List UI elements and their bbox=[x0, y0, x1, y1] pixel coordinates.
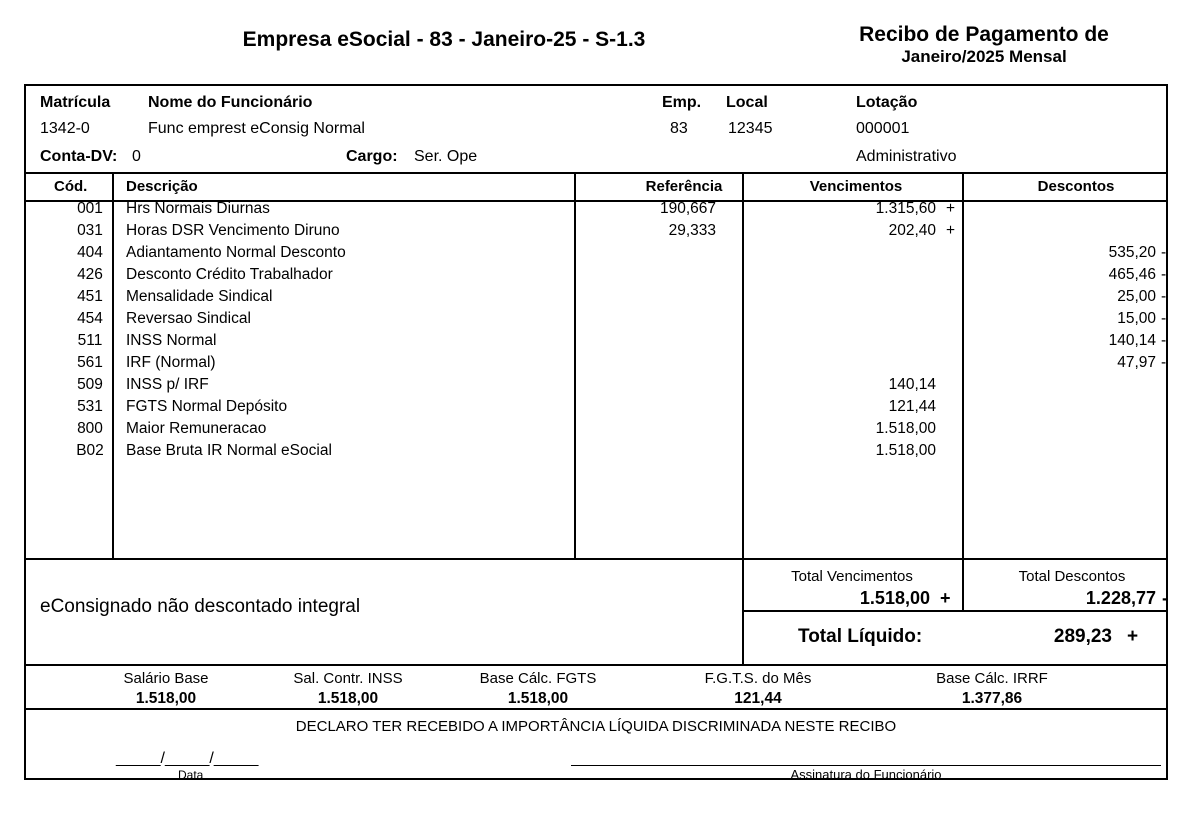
cell-referencia: 29,333 bbox=[668, 222, 716, 239]
value-total-descontos: 1.228,77 bbox=[1085, 588, 1156, 608]
cell-cod: 800 bbox=[77, 420, 103, 437]
table-row bbox=[26, 244, 1166, 266]
base-label: Base Cálc. FGTS bbox=[479, 670, 597, 687]
table-row bbox=[26, 332, 1166, 354]
value-nome-funcionario: Func emprest eConsig Normal bbox=[148, 120, 365, 137]
cell-cod: B02 bbox=[76, 442, 104, 459]
base-value: 1.377,86 bbox=[961, 690, 1023, 707]
base-label: F.G.T.S. do Mês bbox=[704, 670, 812, 687]
base-label: Salário Base bbox=[123, 670, 209, 687]
cell-descontos: 47,97 bbox=[1117, 354, 1156, 371]
cell-descricao: INSS p/ IRF bbox=[126, 376, 209, 393]
table-row bbox=[26, 398, 1166, 420]
table-row bbox=[26, 376, 1166, 398]
cell-descontos-sign: - bbox=[1161, 288, 1167, 305]
cell-cod: 426 bbox=[77, 266, 103, 283]
receipt-period: Janeiro/2025 Mensal bbox=[901, 47, 1067, 66]
company-title: Empresa eSocial - 83 - Janeiro-25 - S-1.3 bbox=[242, 28, 646, 51]
value-emp: 83 bbox=[670, 120, 688, 137]
cell-descontos-sign: - bbox=[1161, 354, 1167, 371]
base-value: 1.518,00 bbox=[317, 690, 379, 707]
base-fgts-do-mes bbox=[658, 670, 858, 708]
cell-descricao: Adiantamento Normal Desconto bbox=[126, 244, 346, 261]
cell-descontos-sign: - bbox=[1161, 332, 1167, 349]
sign-total-descontos: - bbox=[1162, 588, 1168, 608]
cell-descricao: Maior Remuneracao bbox=[126, 420, 267, 437]
value-lotacao: 000001 bbox=[856, 120, 910, 137]
value-total-vencimentos: 1.518,00 bbox=[859, 588, 930, 608]
cell-descricao: Desconto Crédito Trabalhador bbox=[126, 266, 333, 283]
cell-cod: 454 bbox=[77, 310, 103, 327]
table-row bbox=[26, 354, 1166, 376]
base-label: Sal. Contr. INSS bbox=[293, 670, 403, 687]
cell-descricao: Horas DSR Vencimento Diruno bbox=[126, 222, 340, 239]
value-lotacao-desc: Administrativo bbox=[856, 148, 957, 165]
cell-vencimentos-sign: + bbox=[946, 200, 956, 217]
label-total-descontos: Total Descontos bbox=[1018, 568, 1126, 585]
value-local: 12345 bbox=[728, 120, 773, 137]
employee-block bbox=[26, 86, 1166, 174]
base-calc-irrf bbox=[882, 670, 1102, 708]
cell-descontos: 535,20 bbox=[1108, 244, 1156, 261]
value-matricula: 1342-0 bbox=[40, 120, 90, 137]
label-nome-funcionario: Nome do Funcionário bbox=[148, 94, 313, 111]
signature-label: Assinatura do Funcionário bbox=[790, 767, 942, 782]
cell-referencia: 190,667 bbox=[659, 200, 716, 217]
declaration-text: DECLARO TER RECEBIDO A IMPORTÂNCIA LÍQUIDA DISCRIMINADA NESTE RECIBO bbox=[295, 718, 897, 735]
header-cod: Cód. bbox=[54, 178, 88, 195]
cell-cod: 509 bbox=[77, 376, 103, 393]
cell-descricao: FGTS Normal Depósito bbox=[126, 398, 288, 415]
label-matricula: Matrícula bbox=[40, 94, 111, 111]
items-rows bbox=[26, 200, 1166, 558]
total-liquido-row bbox=[742, 610, 1166, 662]
cell-descricao: INSS Normal bbox=[126, 332, 217, 349]
cell-descontos-sign: - bbox=[1161, 310, 1167, 327]
table-row bbox=[26, 310, 1166, 332]
cell-vencimentos-sign: + bbox=[946, 222, 956, 239]
table-row bbox=[26, 200, 1166, 222]
bases-band bbox=[26, 664, 1166, 708]
base-value: 121,44 bbox=[734, 690, 782, 707]
base-value: 1.518,00 bbox=[135, 690, 197, 707]
payslip-frame bbox=[24, 84, 1168, 780]
totals-divider-mid bbox=[962, 560, 964, 610]
table-row bbox=[26, 420, 1166, 442]
date-blank-line: _____/_____/_____ bbox=[116, 750, 259, 767]
cell-cod: 404 bbox=[77, 244, 103, 261]
receipt-title-line1: Recibo de Pagamento de bbox=[859, 23, 1109, 46]
cell-descontos-sign: - bbox=[1161, 244, 1167, 261]
cell-cod: 031 bbox=[77, 222, 103, 239]
value-cargo: Ser. Ope bbox=[414, 148, 478, 165]
cell-descontos: 25,00 bbox=[1117, 288, 1156, 305]
base-salario-base bbox=[66, 670, 266, 708]
cell-cod: 001 bbox=[77, 200, 103, 217]
cell-cod: 451 bbox=[77, 288, 103, 305]
cell-descricao: Mensalidade Sindical bbox=[126, 288, 273, 305]
declaration-band bbox=[26, 708, 1166, 780]
value-conta-dv: 0 bbox=[132, 148, 141, 165]
cell-descontos: 15,00 bbox=[1117, 310, 1156, 327]
header-referencia: Referência bbox=[645, 178, 723, 195]
items-table bbox=[26, 174, 1166, 558]
label-lotacao: Lotação bbox=[856, 94, 918, 111]
cell-vencimentos: 202,40 bbox=[888, 222, 936, 239]
base-sal-contr-inss bbox=[248, 670, 448, 708]
base-calc-fgts bbox=[438, 670, 638, 708]
base-value: 1.518,00 bbox=[507, 690, 569, 707]
base-label: Base Cálc. IRRF bbox=[936, 670, 1048, 687]
label-local: Local bbox=[726, 94, 768, 111]
cell-descontos: 140,14 bbox=[1108, 332, 1156, 349]
receipt-title bbox=[784, 24, 1184, 68]
cell-vencimentos: 121,44 bbox=[888, 398, 936, 415]
cell-descontos-sign: - bbox=[1161, 266, 1167, 283]
table-row bbox=[26, 222, 1166, 244]
sign-total-liquido: + bbox=[1127, 626, 1139, 647]
cell-descricao: IRF (Normal) bbox=[126, 354, 216, 371]
cell-descricao: Base Bruta IR Normal eSocial bbox=[126, 442, 332, 459]
totals-band bbox=[26, 558, 1166, 664]
cell-vencimentos: 1.518,00 bbox=[875, 420, 936, 437]
document-header bbox=[24, 22, 1168, 74]
label-total-liquido: Total Líquido: bbox=[798, 626, 923, 647]
value-total-liquido: 289,23 bbox=[1053, 626, 1112, 647]
table-row bbox=[26, 266, 1166, 288]
cell-cod: 561 bbox=[77, 354, 103, 371]
signature-line bbox=[571, 765, 1161, 766]
sign-total-vencimentos: + bbox=[940, 588, 951, 608]
table-row bbox=[26, 442, 1166, 464]
cell-descricao: Reversao Sindical bbox=[126, 310, 251, 327]
items-table-header bbox=[26, 174, 1166, 202]
cell-cod: 511 bbox=[77, 332, 103, 349]
label-emp: Emp. bbox=[662, 94, 702, 111]
header-descricao: Descrição bbox=[126, 178, 198, 195]
label-cargo: Cargo: bbox=[346, 148, 398, 165]
cell-descricao: Hrs Normais Diurnas bbox=[126, 200, 270, 217]
cell-vencimentos: 1.315,60 bbox=[875, 200, 936, 217]
label-conta-dv: Conta-DV: bbox=[40, 148, 118, 165]
cell-vencimentos: 140,14 bbox=[888, 376, 936, 393]
cell-cod: 531 bbox=[77, 398, 103, 415]
label-total-vencimentos: Total Vencimentos bbox=[791, 568, 913, 585]
cell-vencimentos: 1.518,00 bbox=[875, 442, 936, 459]
table-row bbox=[26, 288, 1166, 310]
cell-descontos: 465,46 bbox=[1108, 266, 1156, 283]
header-descontos: Descontos bbox=[1037, 178, 1115, 195]
header-vencimentos: Vencimentos bbox=[809, 178, 903, 195]
observation-note: eConsignado não descontado integral bbox=[40, 596, 361, 617]
date-label: Data bbox=[178, 768, 204, 782]
